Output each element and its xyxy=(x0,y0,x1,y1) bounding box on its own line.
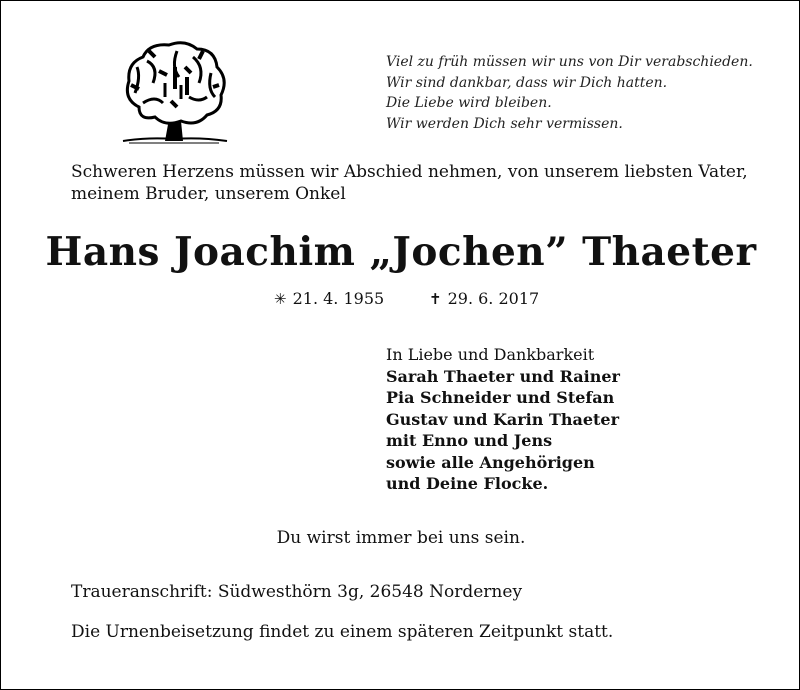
mourner-line: Pia Schneider und Stefan xyxy=(386,388,615,407)
birth-date-value: 21. 4. 1955 xyxy=(292,289,385,308)
intro-line: meinem Bruder, unserem Onkel xyxy=(71,184,346,204)
mourner-line: sowie alle Angehörigen xyxy=(386,452,595,472)
signature-lead: In Liebe und Dankbarkeit xyxy=(386,345,595,364)
deceased-name: Hans Joachim „Jochen” Thaeter xyxy=(45,229,757,275)
poem-line: Wir sind dankbar, dass wir Dich hatten. xyxy=(386,74,668,91)
urn-burial-notice: Die Urnenbeisetzung findet zu einem späteren Zeitpunkt statt. xyxy=(71,622,614,642)
poem xyxy=(386,52,766,134)
mourning-address: Traueranschrift: Südwesthörn 3g, 26548 Norderney xyxy=(71,582,523,602)
poem-line: Wir werden Dich sehr vermissen. xyxy=(386,115,623,132)
birth-date xyxy=(274,289,384,308)
mourner-line: mit Enno und Jens xyxy=(386,431,553,450)
tree-icon xyxy=(119,37,229,147)
mourner-line: und Deine Flocke. xyxy=(386,474,549,493)
poem-line: Die Liebe wird bleiben. xyxy=(386,95,552,111)
closing-line: Du wirst immer bei uns sein. xyxy=(276,528,526,548)
death-date xyxy=(429,289,539,308)
mourners-signature xyxy=(386,344,746,495)
intro-line: Schweren Herzens müssen wir Abschied nehmen, von unserem liebsten Vater, xyxy=(71,162,748,182)
poem-line: Viel zu früh müssen wir uns von Dir verabschieden. xyxy=(386,54,753,70)
birth-star-icon: ✳ xyxy=(274,290,287,308)
cross-icon: ✝ xyxy=(429,290,442,308)
intro-text xyxy=(71,161,748,205)
mourner-line: Sarah Thaeter und Rainer xyxy=(386,366,620,386)
death-date-value: 29. 6. 2017 xyxy=(447,289,540,308)
mourner-line: Gustav und Karin Thaeter xyxy=(386,409,620,429)
